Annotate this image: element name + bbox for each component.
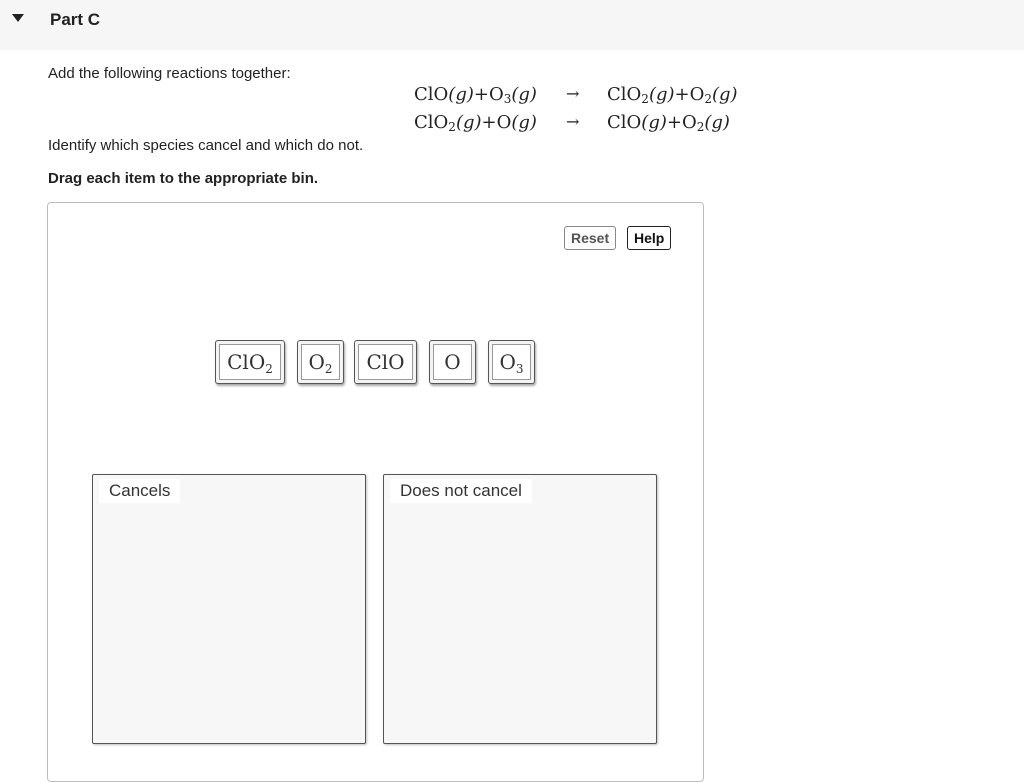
reset-button[interactable]: Reset bbox=[564, 226, 616, 250]
bin-cancels[interactable] bbox=[92, 474, 366, 744]
collapse-caret-icon[interactable] bbox=[12, 14, 24, 22]
tile-o[interactable] bbox=[429, 340, 476, 384]
tile-clo[interactable] bbox=[354, 340, 417, 384]
tile-label: O bbox=[433, 344, 472, 380]
reaction-2-rhs: $ClO(g)+O_2(g)$ bbox=[607, 112, 730, 134]
tile-label: $O_3$ bbox=[492, 344, 531, 380]
reaction-2-lhs: ClO$_2$(g)+O(g) bbox=[414, 112, 537, 134]
tile-clo2[interactable] bbox=[215, 340, 285, 384]
reaction-1-lhs: $ClO(g)+O_3(g)$ bbox=[414, 84, 537, 106]
reaction-arrow: → bbox=[566, 84, 580, 103]
drag-drop-workarea bbox=[47, 202, 704, 782]
reaction-1-rhs: $ClO_2(g)+O_2(g)$ bbox=[607, 84, 738, 106]
part-header[interactable] bbox=[0, 0, 1024, 50]
bin-does-not-cancel-label: Does not cancel bbox=[390, 479, 532, 503]
tile-o2[interactable] bbox=[297, 340, 344, 384]
instruction-identify: Identify which species cancel and which do not. bbox=[48, 137, 364, 154]
instruction-drag: Drag each item to the appropriate bin. bbox=[48, 170, 319, 187]
reaction-arrow: → bbox=[566, 112, 580, 131]
help-button[interactable]: Help bbox=[627, 226, 671, 250]
tile-label: $O_2$ bbox=[301, 344, 340, 380]
part-title: Part C bbox=[50, 10, 101, 29]
bin-does-not-cancel[interactable] bbox=[383, 474, 657, 744]
tile-label: ClO bbox=[358, 344, 413, 380]
tile-o3[interactable] bbox=[488, 340, 535, 384]
bin-cancels-label: Cancels bbox=[99, 479, 180, 503]
tile-label: ClO$_2$ bbox=[219, 344, 281, 380]
instruction-add: Add the following reactions together: bbox=[48, 65, 291, 82]
